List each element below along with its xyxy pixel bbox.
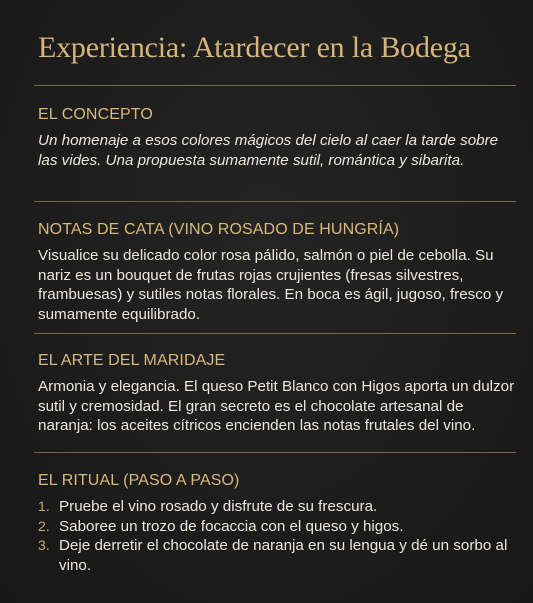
section-concept (38, 105, 516, 170)
section-heading: EL CONCEPTO (38, 106, 153, 123)
step-number: 2. (38, 517, 50, 534)
divider (34, 201, 516, 202)
step-text: Deje derretir el chocolate de naranja en su lengua y dé un sorbo al vino. (59, 537, 508, 574)
step-number: 1. (38, 498, 50, 514)
section-heading: EL ARTE DEL MARIDAJE (38, 352, 226, 369)
step-text: Pruebe el vino rosado y disfrute de su frescura. (59, 498, 378, 515)
step-number: 3. (38, 537, 50, 553)
section-heading: EL RITUAL (PASO A PASO) (38, 472, 240, 489)
section-tasting-notes (38, 220, 516, 324)
ritual-steps-list (38, 497, 516, 575)
list-item (38, 536, 516, 575)
section-ritual (38, 471, 516, 575)
divider (34, 333, 516, 334)
section-pairing (38, 351, 516, 436)
list-item (38, 517, 516, 537)
section-body: Visualice su delicado color rosa pálido, salmón o piel de cebolla. Su nariz es un bouquet de frutas rojas crujientes (fresas silvestres, frambuesas) y sutiles notas florales. En boca es ágil, jugoso, fresco y sumamente equilibrado. (38, 247, 504, 323)
section-body: Armonia y elegancia. El queso Petit Blanco con Higos aporta un dulzor sutil y cremosidad. El gran secreto es el chocolate artesanal de naranja: los aceites cítricos encienden las notas frutales del vino. (38, 378, 515, 434)
section-heading: NOTAS DE CATA (VINO ROSADO DE HUNGRÍA) (38, 221, 400, 238)
page-title: Experiencia: Atardecer en la Bodega (38, 31, 471, 64)
step-text: Saboree un trozo de focaccia con el queso y higos. (59, 517, 404, 535)
list-item (38, 497, 516, 517)
section-body: Un homenaje a esos colores mágicos del cielo al caer la tarde sobre las vides. Una propuesta sumamente sutil, romántica y sibarita. (38, 132, 499, 169)
divider (34, 452, 516, 453)
divider (34, 85, 516, 86)
